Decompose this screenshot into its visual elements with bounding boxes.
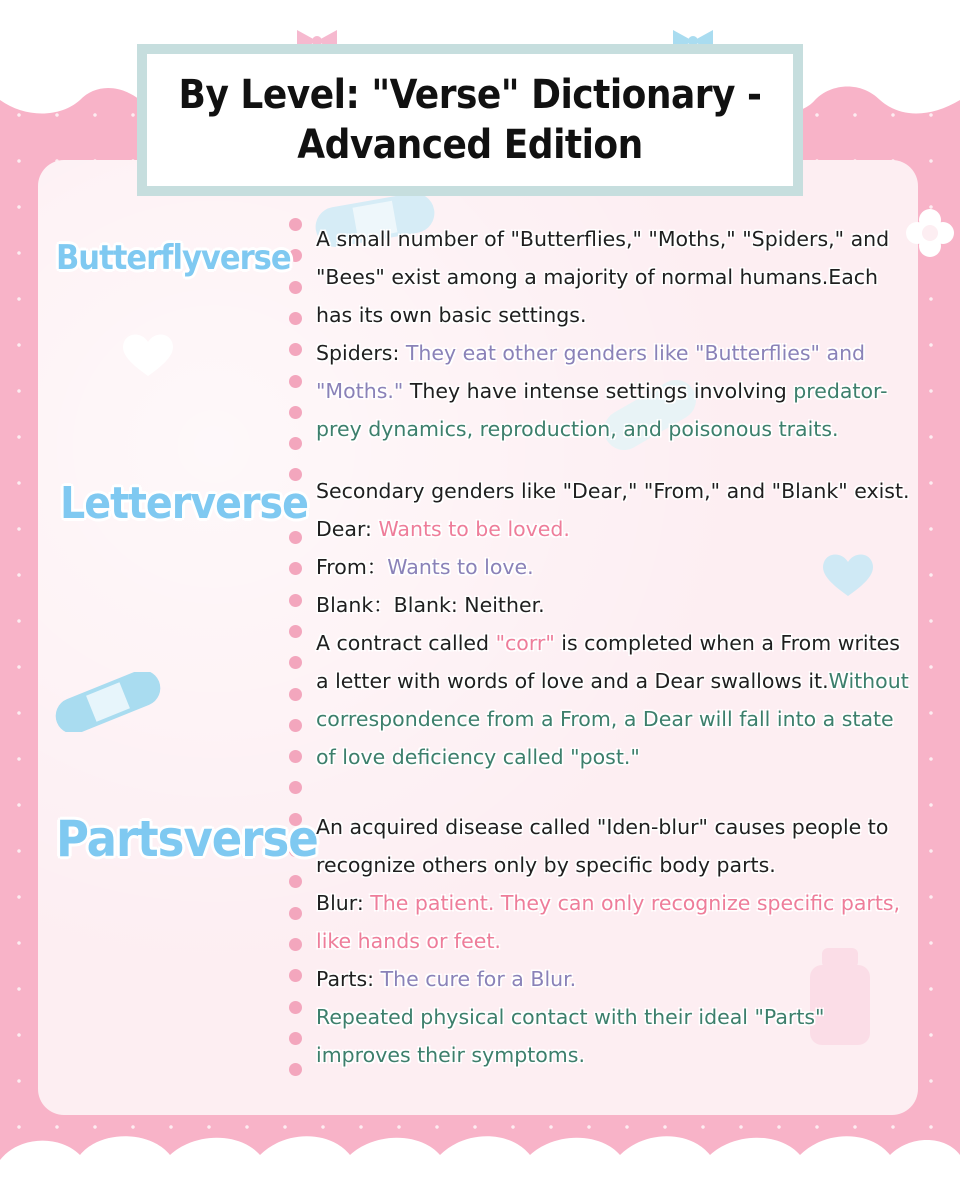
contract-post: Without correspondence from a From, a Dear will fall into a state of love deficiency called "post."	[316, 669, 909, 769]
from-label: From：	[316, 555, 388, 579]
section-letterverse	[316, 472, 916, 776]
butterfly-intro: A small number of "Butterflies," "Moths," "Spiders," and "Bees" exist among a majority of normal humans.Each has its own basic settings.	[316, 227, 890, 327]
divider-dot	[289, 969, 302, 982]
divider-dot	[289, 688, 302, 701]
heart-icon	[118, 330, 178, 380]
letter-intro: Secondary genders like "Dear," "From," and "Blank" exist.	[316, 479, 910, 503]
parts-label: Parts:	[316, 967, 381, 991]
page-title-line2: Advanced Edition	[297, 122, 643, 168]
spiders-desc-traits: predator-prey dynamics, reproduction, and poisonous traits.	[316, 379, 888, 441]
section-partsverse	[316, 808, 916, 1074]
divider-dot	[289, 437, 302, 450]
parts-parts	[316, 960, 916, 998]
contract-corr: "corr"	[495, 631, 555, 655]
divider-dot	[289, 343, 302, 356]
divider-dot	[289, 1001, 302, 1014]
page-title-line1: By Level: "Verse" Dictionary -	[178, 72, 762, 118]
dear-label: Dear:	[316, 517, 379, 541]
title-frame	[137, 44, 803, 196]
title-card	[147, 54, 793, 186]
cloud-bottom-decoration	[0, 1110, 960, 1200]
parts-intro: An acquired disease called "Iden-blur" causes people to recognize others only by specific body parts.	[316, 815, 889, 877]
parts-blur	[316, 884, 916, 960]
letter-from	[316, 548, 916, 586]
parts-closing: Repeated physical contact with their ideal "Parts" improves their symptoms.	[316, 1005, 825, 1067]
dot-divider	[289, 218, 303, 1104]
butterfly-spiders	[316, 334, 916, 448]
divider-dot	[289, 594, 302, 607]
divider-dot	[289, 1032, 302, 1045]
divider-dot	[289, 625, 302, 638]
divider-dot	[289, 562, 302, 575]
divider-dot	[289, 281, 302, 294]
divider-dot	[289, 406, 302, 419]
divider-dot	[289, 907, 302, 920]
heading-letterverse: Letterverse	[60, 478, 308, 529]
bandage-icon	[48, 672, 168, 732]
divider-dot	[289, 1063, 302, 1076]
spiders-desc: They eat other genders like "Butterflies" and "Moths."	[316, 341, 866, 403]
parts-value: The cure for a Blur.	[380, 967, 577, 991]
divider-dot	[289, 875, 302, 888]
divider-dot	[289, 312, 302, 325]
divider-dot	[289, 375, 302, 388]
blur-label: Blur:	[316, 891, 371, 915]
letter-dear	[316, 510, 916, 548]
spiders-label: Spiders:	[316, 341, 406, 365]
heading-partsverse: Partsverse	[56, 810, 318, 868]
from-value: Wants to love.	[387, 555, 534, 579]
divider-dot	[289, 938, 302, 951]
contract-text-a: A contract called	[316, 631, 496, 655]
blur-value: The patient. They can only recognize specific parts, like hands or feet.	[316, 891, 901, 953]
section-butterflyverse	[316, 220, 916, 448]
letter-contract	[316, 624, 916, 776]
letter-blank: Blank：Blank: Neither.	[316, 593, 545, 617]
heading-butterflyverse: Butterflyverse	[56, 238, 291, 278]
divider-dot	[289, 781, 302, 794]
contract-text-c: is completed when a From writes a letter with words of love and a Dear swallows it.	[316, 631, 900, 693]
divider-dot	[289, 218, 302, 231]
divider-dot	[289, 656, 302, 669]
divider-dot	[289, 719, 302, 732]
divider-dot	[289, 531, 302, 544]
divider-dot	[289, 750, 302, 763]
dear-value: Wants to be loved.	[378, 517, 570, 541]
spiders-desc-mid: They have intense settings involving	[403, 379, 794, 403]
